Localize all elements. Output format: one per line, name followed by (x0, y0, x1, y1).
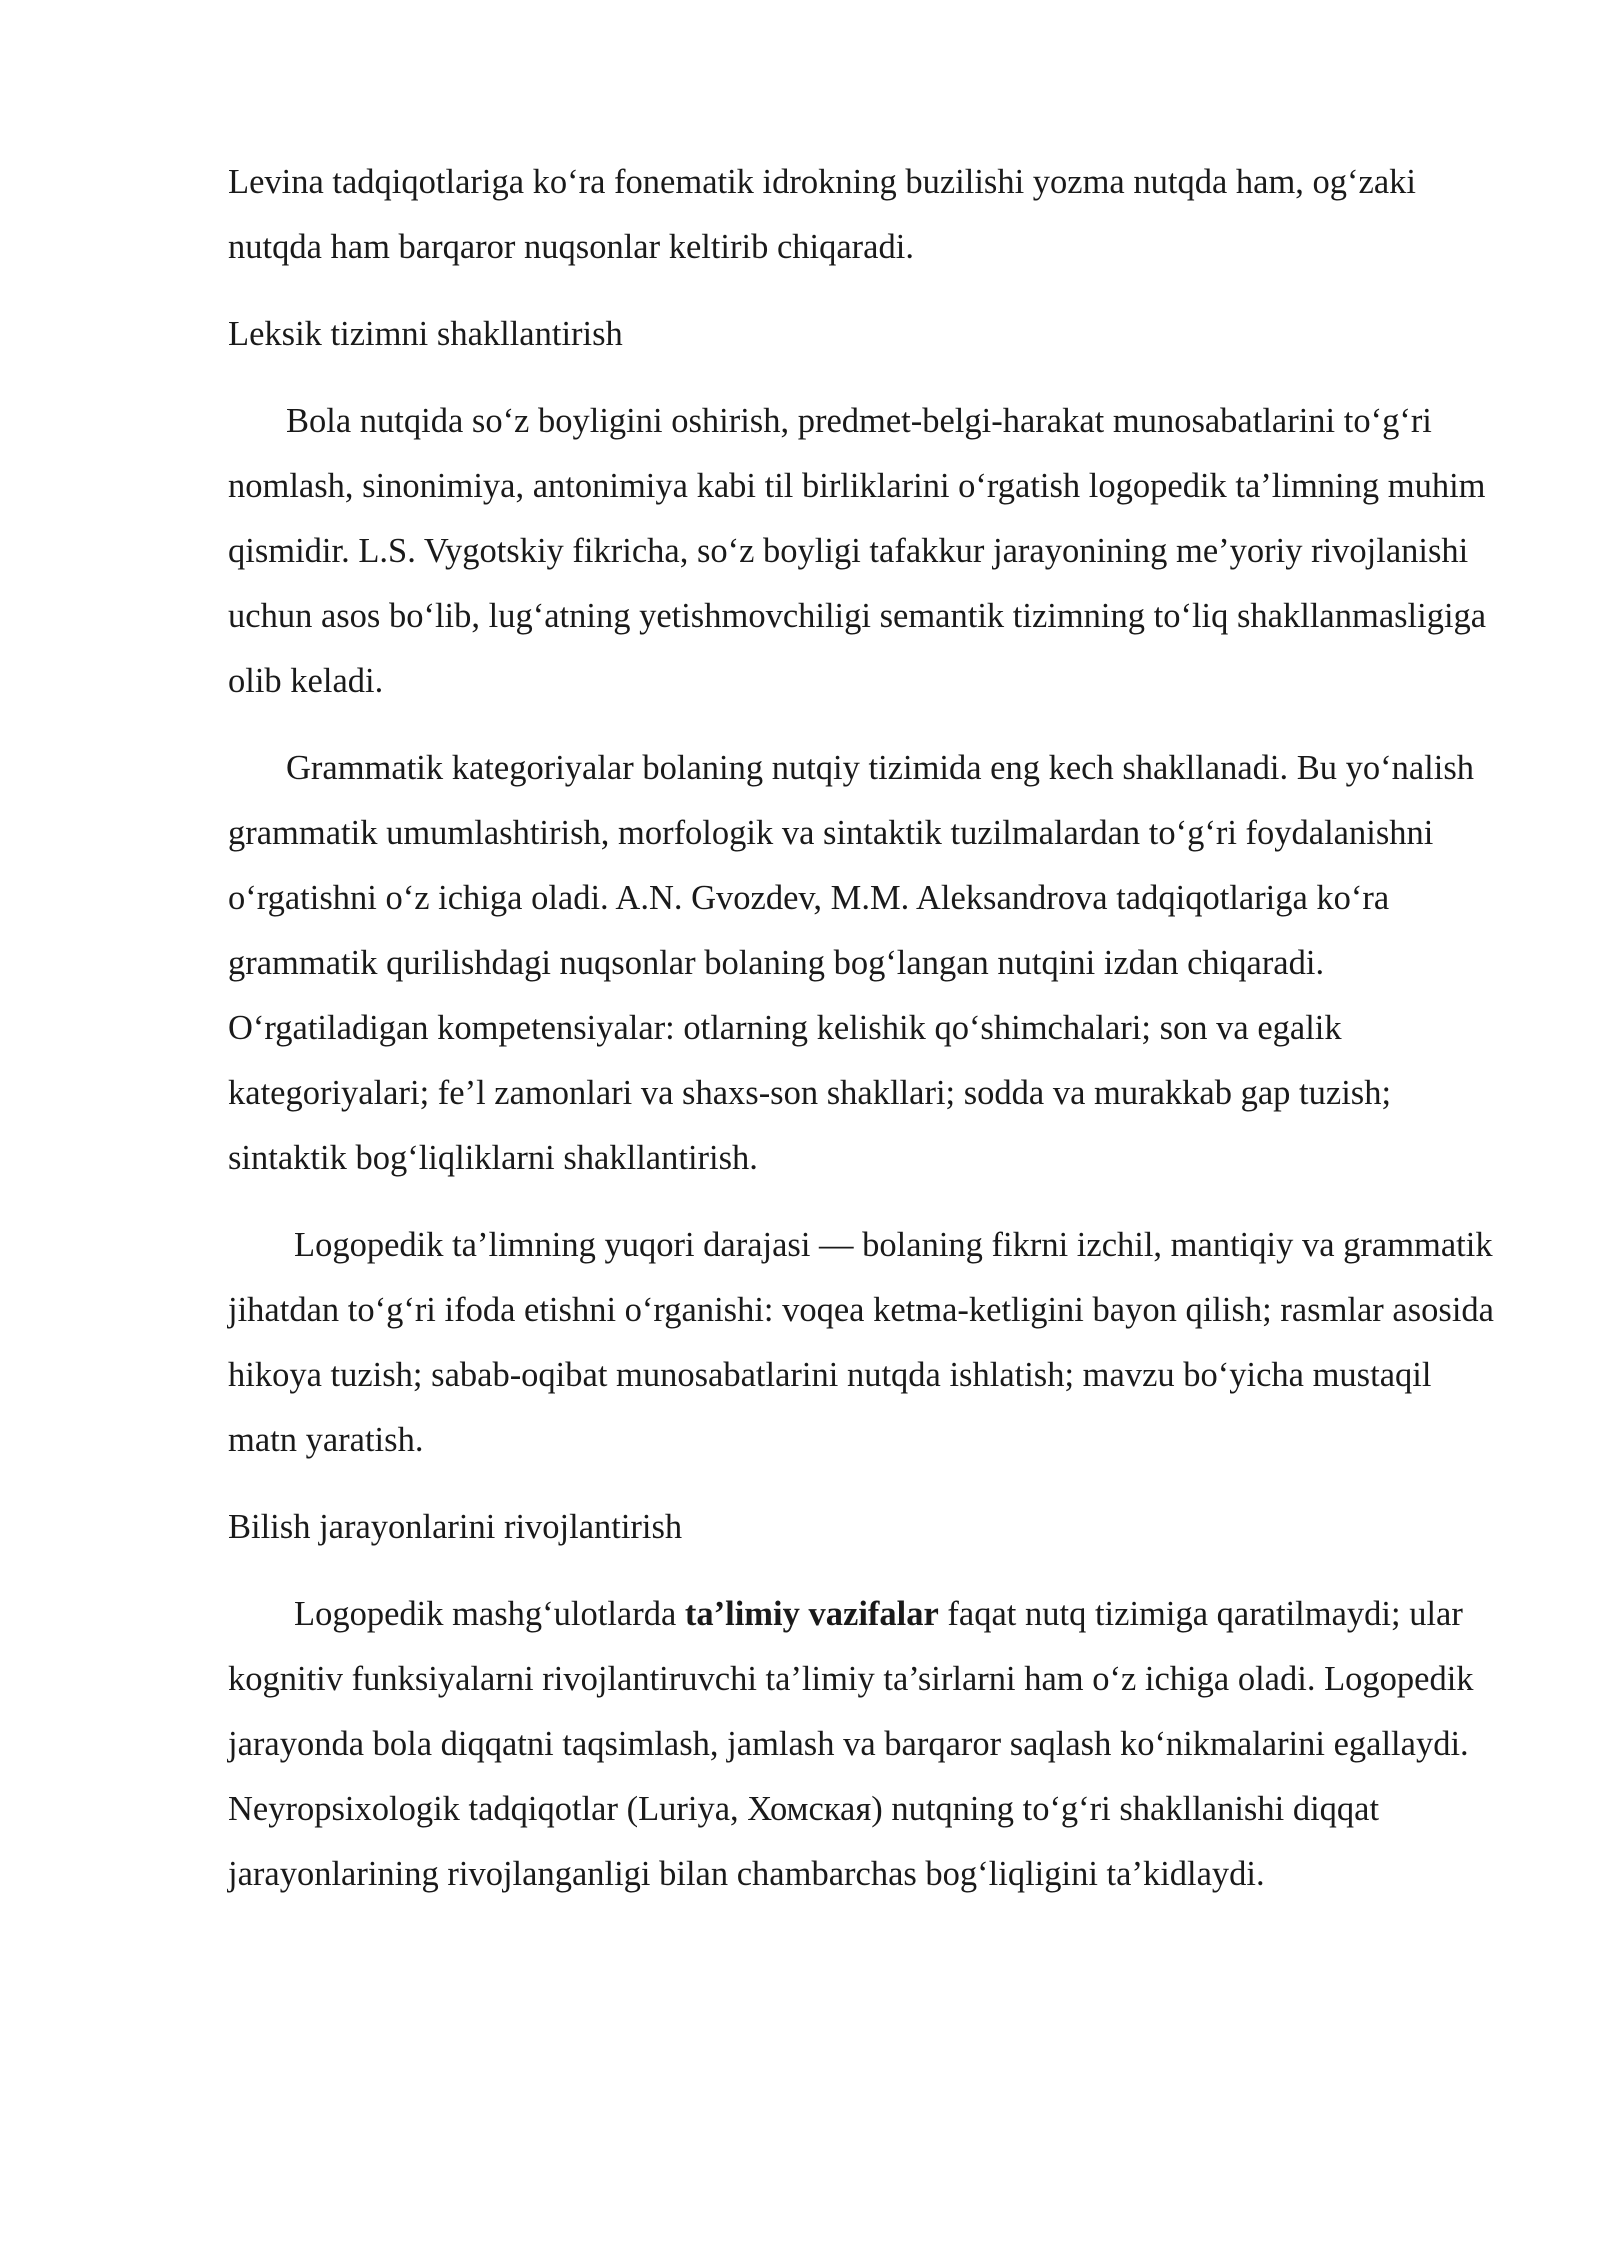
heading-bilish-jarayonlari: Bilish jarayonlarini rivojlantirish (228, 1508, 683, 1546)
paragraph-levina: Levina tadqiqotlariga ko‘ra fonematik idrokning buzilishi yozma nutqda ham, og‘zaki nutqda ham barqaror nuqsonlar keltirib chiqaradi. (228, 163, 1416, 266)
paragraph-logopedik-mashgulotlar (228, 1582, 1500, 1907)
bold-term: ta’limiy vazifalar (684, 1595, 939, 1633)
paragraph-text-end: faqat nutq tizimiga qaratilmaydi; ular kognitiv funksiyalarni rivojlantiruvchi ta’limiy ta’sirlarni ham o‘z ichiga oladi. Logopedik jarayonda bola diqqatni taqsimlash, jamlash va barqaror saqlash ko‘nikmalarini egallaydi. Neyropsixologik tadqiqotlar (Luriya, Хомская) nutqning to‘g‘ri shakllanishi diqqat jarayonlarining rivojlanganligi bilan chambarchas bog‘liqligini ta’kidlaydi. (228, 1595, 1474, 1893)
paragraph-text-start: Logopedik mashg‘ulotlarda (294, 1595, 685, 1633)
heading-leksik-tizim: Leksik tizimni shakllantirish (228, 315, 623, 353)
paragraph-grammatik-kategoriyalar: Grammatik kategoriyalar bolaning nutqiy tizimida eng kech shakllanadi. Bu yo‘nalish grammatik umumlashtirish, morfologik va sintaktik tuzilmalardan to‘g‘ri foydalanishni o‘rgatishni o‘z ichiga oladi. A.N. Gvozdev, M.M. Aleksandrova tadqiqotlariga ko‘ra grammatik qurilishdagi nuqsonlar bolaning bog‘langan nutqini izdan chiqaradi. O‘rgatiladigan kompetensiyalar: otlarning kelishik qo‘shimchalari; son va egalik kategoriyalari; fe’l zamonlari va shaxs-son shakllari; sodda va murakkab gap tuzish; sintaktik bog‘liqliklarni shakllantirish. (228, 749, 1475, 1177)
paragraph-logopedik-talim: Logopedik ta’limning yuqori darajasi — bolaning fikrni izchil, mantiqiy va grammatik jihatdan to‘g‘ri ifoda etishni o‘rganishi: voqea ketma-ketligini bayon qilish; rasmlar asosida hikoya tuzish; sabab-oqibat munosabatlarini nutqda ishlatish; mavzu bo‘yicha mustaqil matn yaratish. (228, 1226, 1494, 1459)
paragraph-soz-boyligi: Bola nutqida so‘z boyligini oshirish, predmet-belgi-harakat munosabatlarini to‘g‘ri nomlash, sinonimiya, antonimiya kabi til birliklarini o‘rgatish logopedik ta’limning muhim qismidir. L.S. Vygotskiy fikricha, so‘z boyligi tafakkur jarayonining me’yoriy rivojlanishi uchun asos bo‘lib, lug‘atning yetishmovchiligi semantik tizimning to‘liq shakllanmasligiga olib keladi. (228, 402, 1487, 700)
document-body (228, 150, 1500, 1907)
